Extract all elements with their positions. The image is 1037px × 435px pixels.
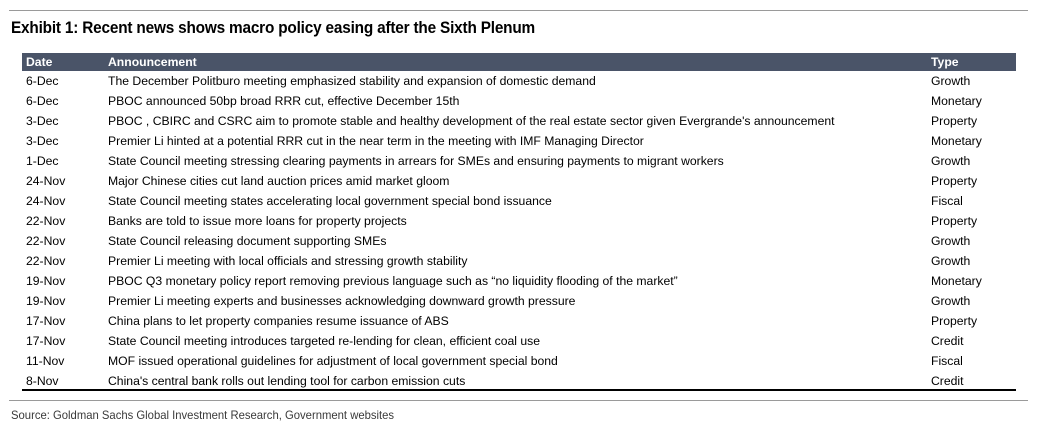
table-row <box>22 351 1016 371</box>
cell-type: Monetary <box>931 274 982 288</box>
cell-announcement: Banks are told to issue more loans for property projects <box>108 214 407 228</box>
table-row <box>22 271 1016 291</box>
cell-date: 3-Dec <box>26 114 59 128</box>
cell-date: 22-Nov <box>26 214 66 228</box>
cell-announcement: China plans to let property companies resume issuance of ABS <box>108 314 449 328</box>
cell-date: 19-Nov <box>26 274 66 288</box>
source-note: Source: Goldman Sachs Global Investment Research, Government websites <box>11 408 395 422</box>
cell-announcement: State Council meeting introduces targeted re-lending for clean, efficient coal use <box>108 334 541 348</box>
header-date: Date <box>26 55 53 69</box>
cell-date: 1-Dec <box>26 154 59 168</box>
cell-announcement: State Council releasing document supporting SMEs <box>108 234 387 248</box>
table-row <box>22 171 1016 191</box>
cell-announcement: PBOC announced 50bp broad RRR cut, effective December 15th <box>108 94 460 108</box>
cell-type: Growth <box>931 74 971 88</box>
cell-announcement: PBOC Q3 monetary policy report removing previous language such as “no liquidity flooding of the market” <box>108 274 678 288</box>
table-row <box>22 251 1016 271</box>
cell-type: Fiscal <box>931 354 963 368</box>
table-row <box>22 291 1016 311</box>
cell-date: 17-Nov <box>26 334 66 348</box>
cell-type: Credit <box>931 374 964 388</box>
cell-type: Property <box>931 174 978 188</box>
cell-date: 24-Nov <box>26 194 66 208</box>
header-announcement: Announcement <box>108 55 197 69</box>
table-row <box>22 131 1016 151</box>
cell-date: 19-Nov <box>26 294 66 308</box>
table-row <box>22 191 1016 211</box>
table-row <box>22 371 1016 391</box>
cell-announcement: State Council meeting states accelerating local government special bond issuance <box>108 194 552 208</box>
cell-date: 11-Nov <box>26 354 65 368</box>
cell-announcement: PBOC , CBIRC and CSRC aim to promote stable and healthy development of the real estate sector given Evergrande's announcement <box>108 114 835 128</box>
top-divider <box>9 10 1028 11</box>
cell-announcement: Major Chinese cities cut land auction prices amid market gloom <box>108 174 450 188</box>
cell-type: Growth <box>931 294 971 308</box>
cell-type: Property <box>931 114 978 128</box>
table-body <box>22 71 1016 391</box>
cell-announcement: The December Politburo meeting emphasized stability and expansion of domestic demand <box>108 74 596 88</box>
cell-announcement: Premier Li meeting with local officials and stressing growth stability <box>108 254 468 268</box>
cell-announcement: State Council meeting stressing clearing payments in arrears for SMEs and ensuring payments to migrant workers <box>108 154 724 168</box>
table-row <box>22 91 1016 111</box>
cell-announcement: MOF issued operational guidelines for adjustment of local government special bond <box>108 354 558 368</box>
cell-type: Credit <box>931 334 964 348</box>
cell-announcement: Premier Li meeting experts and businesses acknowledging downward growth pressure <box>108 294 576 308</box>
table-bottom-border <box>22 389 1016 391</box>
table-row <box>22 111 1016 131</box>
news-table <box>22 53 1016 391</box>
cell-type: Growth <box>931 234 971 248</box>
header-type: Type <box>931 55 959 69</box>
cell-date: 3-Dec <box>26 134 59 148</box>
cell-date: 6-Dec <box>26 74 59 88</box>
cell-type: Property <box>931 314 978 328</box>
cell-type: Monetary <box>931 134 982 148</box>
table-row <box>22 311 1016 331</box>
cell-date: 6-Dec <box>26 94 59 108</box>
table-row <box>22 331 1016 351</box>
cell-date: 17-Nov <box>26 314 66 328</box>
cell-announcement: Premier Li hinted at a potential RRR cut in the near term in the meeting with IMF Managing Director <box>108 134 644 148</box>
table-row <box>22 211 1016 231</box>
table-row <box>22 231 1016 251</box>
cell-type: Fiscal <box>931 194 963 208</box>
cell-date: 22-Nov <box>26 234 66 248</box>
cell-type: Property <box>931 214 978 228</box>
table-row <box>22 71 1016 91</box>
cell-type: Monetary <box>931 94 982 108</box>
cell-announcement: China's central bank rolls out lending tool for carbon emission cuts <box>108 374 466 388</box>
bottom-divider <box>9 400 1028 401</box>
cell-date: 8-Nov <box>26 374 59 388</box>
table-row <box>22 151 1016 171</box>
cell-type: Growth <box>931 154 971 168</box>
cell-type: Growth <box>931 254 971 268</box>
cell-date: 22-Nov <box>26 254 66 268</box>
exhibit-title: Exhibit 1: Recent news shows macro policy easing after the Sixth Plenum <box>11 19 536 37</box>
cell-date: 24-Nov <box>26 174 66 188</box>
table-header-row <box>22 53 1016 71</box>
